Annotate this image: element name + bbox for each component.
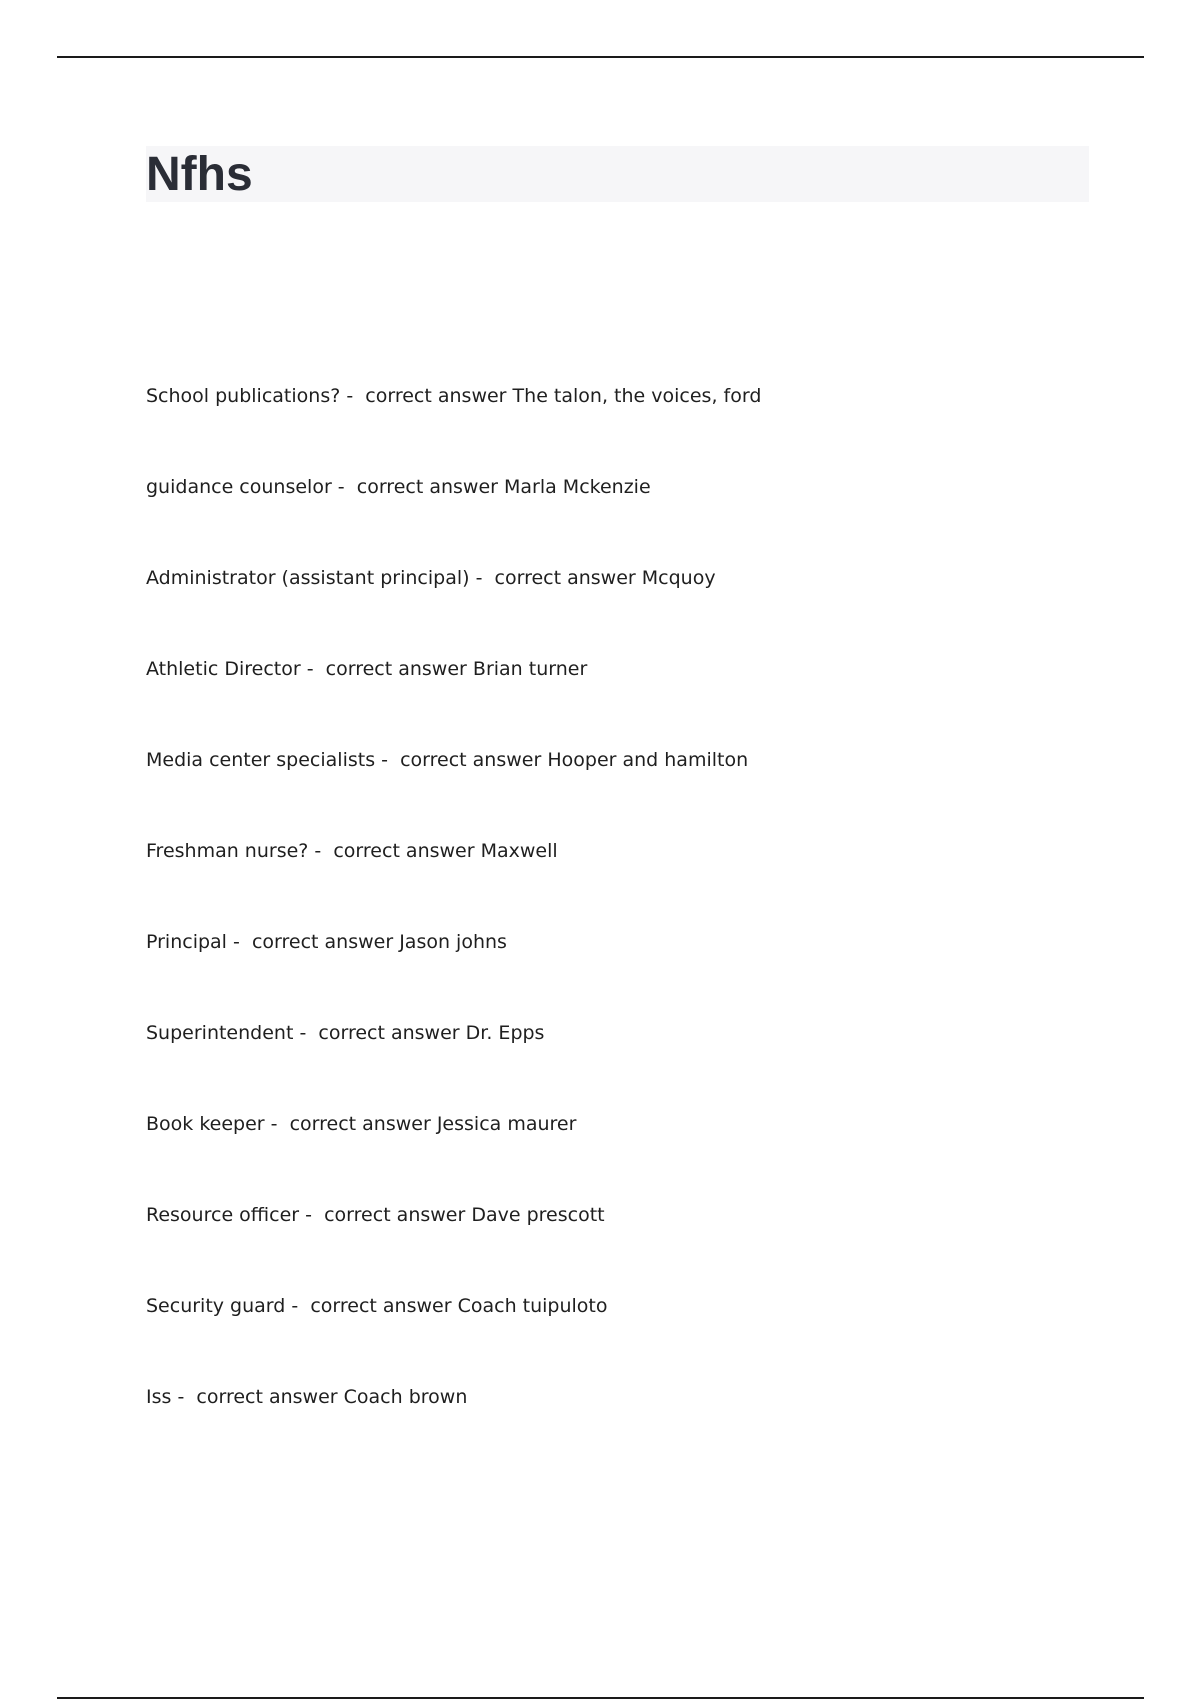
header-rule — [57, 56, 1144, 58]
question-text: Superintendent — [146, 1022, 294, 1044]
answer-text: Coach brown — [343, 1386, 468, 1408]
qa-item — [146, 1112, 1086, 1203]
answer-text: Brian turner — [472, 658, 588, 680]
separator: - — [331, 476, 357, 498]
answer-text: Coach tuipuloto — [457, 1295, 608, 1317]
separator: - — [308, 840, 334, 862]
qa-list — [146, 384, 1086, 1476]
answer-text: Marla Mckenzie — [504, 476, 651, 498]
answer-prefix: correct answer — [494, 567, 636, 589]
qa-item — [146, 1294, 1086, 1385]
qa-item — [146, 566, 1086, 657]
answer-text: Maxwell — [480, 840, 558, 862]
answer-text: The talon, the voices, ford — [512, 385, 762, 407]
answer-prefix: correct answer — [251, 931, 394, 953]
separator: - — [469, 567, 495, 589]
answer-text: Hooper and hamilton — [547, 749, 749, 771]
separator: - — [300, 658, 326, 680]
answer-text: Jason johns — [399, 931, 507, 953]
question-text: Security guard — [146, 1295, 286, 1317]
qa-item — [146, 1385, 1086, 1476]
answer-text: Dave prescott — [471, 1204, 605, 1226]
qa-item — [146, 930, 1086, 1021]
answer-prefix: correct answer — [333, 840, 475, 862]
question-text: Administrator (assistant principal) — [146, 567, 470, 589]
question-text: Media center specialists — [146, 749, 376, 771]
answer-text: Dr. Epps — [465, 1022, 545, 1044]
answer-prefix: correct answer — [400, 749, 542, 771]
separator: - — [293, 1022, 319, 1044]
qa-item — [146, 1203, 1086, 1294]
qa-item — [146, 657, 1086, 748]
answer-prefix: correct answer — [365, 385, 507, 407]
separator: - — [285, 1295, 311, 1317]
separator: - — [299, 1204, 325, 1226]
question-text: Athletic Director — [146, 658, 301, 680]
question-text: Iss — [146, 1386, 172, 1408]
qa-item — [146, 839, 1086, 930]
answer-prefix: correct answer — [318, 1022, 460, 1044]
answer-text: Mcquoy — [641, 567, 716, 589]
separator: - — [264, 1113, 290, 1135]
answer-prefix: correct answer — [310, 1295, 452, 1317]
answer-prefix: correct answer — [196, 1386, 338, 1408]
qa-item — [146, 748, 1086, 839]
document-title: Nfhs — [146, 148, 253, 201]
qa-item — [146, 475, 1086, 566]
question-text: Resource officer — [146, 1204, 300, 1226]
question-text: Book keeper — [146, 1113, 265, 1135]
qa-item — [146, 1021, 1086, 1112]
separator: - — [226, 931, 252, 953]
question-text: guidance counselor — [146, 476, 332, 498]
answer-prefix: correct answer — [289, 1113, 431, 1135]
answer-prefix: correct answer — [325, 658, 467, 680]
qa-item — [146, 384, 1086, 475]
question-text: School publications? — [146, 385, 341, 407]
separator: - — [340, 385, 366, 407]
question-text: Principal — [146, 931, 227, 953]
separator: - — [171, 1386, 197, 1408]
answer-text: Jessica maurer — [436, 1113, 577, 1135]
question-text: Freshman nurse? — [146, 840, 309, 862]
footer-rule — [57, 1697, 1144, 1699]
answer-prefix: correct answer — [356, 476, 498, 498]
title-banner — [146, 146, 1089, 202]
separator: - — [375, 749, 401, 771]
answer-prefix: correct answer — [324, 1204, 466, 1226]
